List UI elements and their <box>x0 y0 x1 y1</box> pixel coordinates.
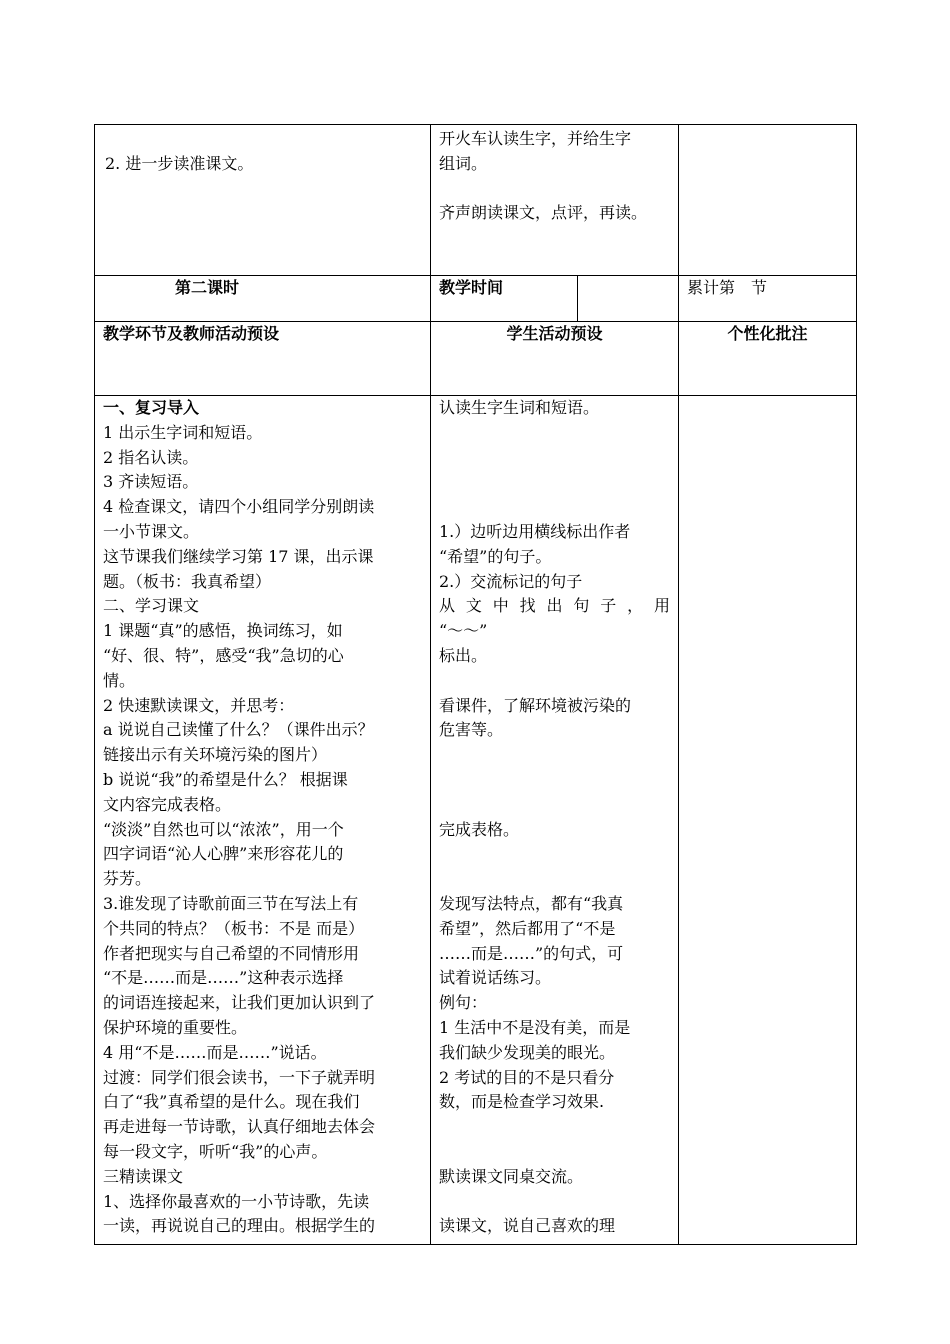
teacher-activity-line: 情。 <box>103 670 136 690</box>
row1-student-line: 组词。 <box>439 153 488 173</box>
student-activity-line: 2 考试的目的不是只看分 <box>439 1067 615 1087</box>
lesson-plan-table <box>94 124 857 1245</box>
teacher-activity-line: 1、选择你最喜欢的一小节诗歌，先读 <box>103 1191 370 1211</box>
lesson-info-row <box>95 276 857 322</box>
teacher-activity-line: 3.谁发现了诗歌前面三节在写法上有 <box>103 893 359 913</box>
student-activity-gap <box>439 768 670 793</box>
student-activity-line: 1 生活中不是没有美，而是 <box>439 1017 631 1037</box>
teacher-activity-line: 保护环境的重要性。 <box>103 1017 248 1037</box>
teaching-time-value <box>578 276 679 322</box>
teacher-activity-line: 这节课我们继续学习第 17 课，出示课 <box>103 546 374 566</box>
student-activity-line: 试着说话练习。 <box>439 968 552 988</box>
teacher-activity-line: 三精读课文 <box>103 1166 184 1186</box>
row1-student-gap <box>439 177 670 202</box>
teacher-activity-cell <box>95 396 431 1245</box>
student-activity-line: 标出。 <box>439 645 488 665</box>
content-row <box>95 396 857 1245</box>
teacher-activity-line: 过渡：同学们很会读书，一下子就弄明 <box>103 1067 376 1087</box>
student-activity-line: 从 文 中 找 出 句 子 ， 用 <box>439 596 671 616</box>
student-activity-gap <box>439 743 670 768</box>
row1-teacher-text: 2. 进一步读准课文。 <box>105 154 254 173</box>
teacher-activity-header: 教学环节及教师活动预设 <box>95 322 431 396</box>
row1-notes-cell <box>679 125 857 276</box>
student-activity-line: 读课文，说自己喜欢的理 <box>439 1216 616 1236</box>
teacher-activity-line: a 说说自己读懂了什么？（课件出示？ <box>103 720 374 740</box>
teacher-activity-line: 二、学习课文 <box>103 596 200 616</box>
teacher-activity-line: 的词语连接起来，让我们更加认识到了 <box>103 993 376 1013</box>
student-activity-header: 学生活动预设 <box>431 322 679 396</box>
student-activity-line: “希望”的句子。 <box>439 546 552 566</box>
teacher-activity-line: 题。（板书：我真希望） <box>103 571 272 591</box>
student-activity-gap <box>439 867 670 892</box>
student-activity-line: 完成表格。 <box>439 819 520 839</box>
teaching-time-label: 教学时间 <box>431 276 578 322</box>
teacher-activity-line: 文内容完成表格。 <box>103 794 232 814</box>
notes-header: 个性化批注 <box>679 322 857 396</box>
student-activity-line: 2.）交流标记的句子 <box>439 571 583 591</box>
student-activity-gap <box>439 669 670 694</box>
student-activity-line: 我们缺少发现美的眼光。 <box>439 1042 616 1062</box>
student-activity-line: 认读生字生词和短语。 <box>439 398 600 417</box>
column-header-row <box>95 322 857 396</box>
teacher-activity-line: 再走进每一节诗歌，认真仔细地去体会 <box>103 1117 376 1137</box>
teacher-activity-line: 白了“我”真希望的是什么。现在我们 <box>103 1092 360 1112</box>
student-activity-gap <box>439 470 670 495</box>
student-activity-line: 例句： <box>439 993 488 1013</box>
teacher-activity-line: 一小节课文。 <box>103 521 200 541</box>
row1-student-cell <box>431 125 679 276</box>
row1-teacher-cell <box>95 125 431 276</box>
teacher-activity-line: 2 快速默读课文，并思考： <box>103 695 295 715</box>
student-activity-line: 看课件，了解环境被污染的 <box>439 695 632 715</box>
student-activity-line: 希望”，然后都用了“不是 <box>439 918 616 938</box>
teacher-activity-line: “好、很、特”，感受“我”急切的心 <box>103 645 344 665</box>
student-activity-line: 数，而是检查学习效果. <box>439 1092 605 1112</box>
notes-cell <box>679 396 857 1245</box>
student-activity-gap <box>439 793 670 818</box>
cumulative-count: 累计第 节 <box>679 276 857 322</box>
teacher-activity-line: 1 出示生字词和短语。 <box>103 422 263 442</box>
teacher-activity-line: 4 检查课文，请四个小组同学分别朗读 <box>103 497 375 517</box>
student-activity-gap <box>439 1190 670 1215</box>
teacher-activity-line: 每一段文字，听听“我”的心声。 <box>103 1141 328 1161</box>
student-activity-line: 危害等。 <box>439 720 504 740</box>
teacher-activity-line: “淡淡”自然也可以“浓浓”，用一个 <box>103 819 344 839</box>
student-activity-line: 1.）边听边用横线标出作者 <box>439 521 631 541</box>
student-activity-gap <box>439 446 670 471</box>
lesson-number: 第二课时 <box>95 276 431 322</box>
student-activity-line: ……而是……”的句式，可 <box>439 943 624 963</box>
student-activity-gap <box>439 1115 670 1140</box>
teacher-activity-line: 2 指名认读。 <box>103 447 199 467</box>
student-activity-line: 发现写法特点，都有“我真 <box>439 893 624 913</box>
student-activity-gap <box>439 842 670 867</box>
teacher-activity-line: 个共同的特点？（板书：不是 而是） <box>103 918 365 938</box>
student-activity-gap <box>439 421 670 446</box>
teacher-activity-line: 一、复习导入 <box>103 398 200 417</box>
row1-student-line: 齐声朗读课文，点评，再读。 <box>439 203 648 223</box>
teacher-activity-line: 芬芳。 <box>103 869 152 889</box>
student-activity-line: 默读课文同桌交流。 <box>439 1166 584 1186</box>
student-activity-gap <box>439 495 670 520</box>
student-activity-cell <box>431 396 679 1245</box>
teacher-activity-line: 3 齐读短语。 <box>103 472 199 492</box>
student-activity-line: “～～” <box>439 621 488 641</box>
teacher-activity-line: “不是……而是……”这种表示选择 <box>103 968 344 988</box>
teacher-activity-line: 1 课题“真”的感悟，换词练习，如 <box>103 621 343 641</box>
teacher-activity-line: 链接出示有关环境污染的图片） <box>103 745 328 765</box>
student-activity-gap <box>439 1140 670 1165</box>
teacher-activity-line: 4 用“不是……而是……”说话。 <box>103 1042 327 1062</box>
teacher-activity-line: 一读，再说说自己的理由。根据学生的 <box>103 1216 376 1236</box>
continuation-row <box>95 125 857 276</box>
teacher-activity-line: 作者把现实与自己希望的不同情形用 <box>103 943 360 963</box>
row1-student-line: 开火车认读生字，并给生字 <box>439 129 632 148</box>
teacher-activity-line: 四字词语“沁人心脾”来形容花儿的 <box>103 844 344 864</box>
teacher-activity-line: b 说说“我”的希望是什么？ 根据课 <box>103 769 348 789</box>
